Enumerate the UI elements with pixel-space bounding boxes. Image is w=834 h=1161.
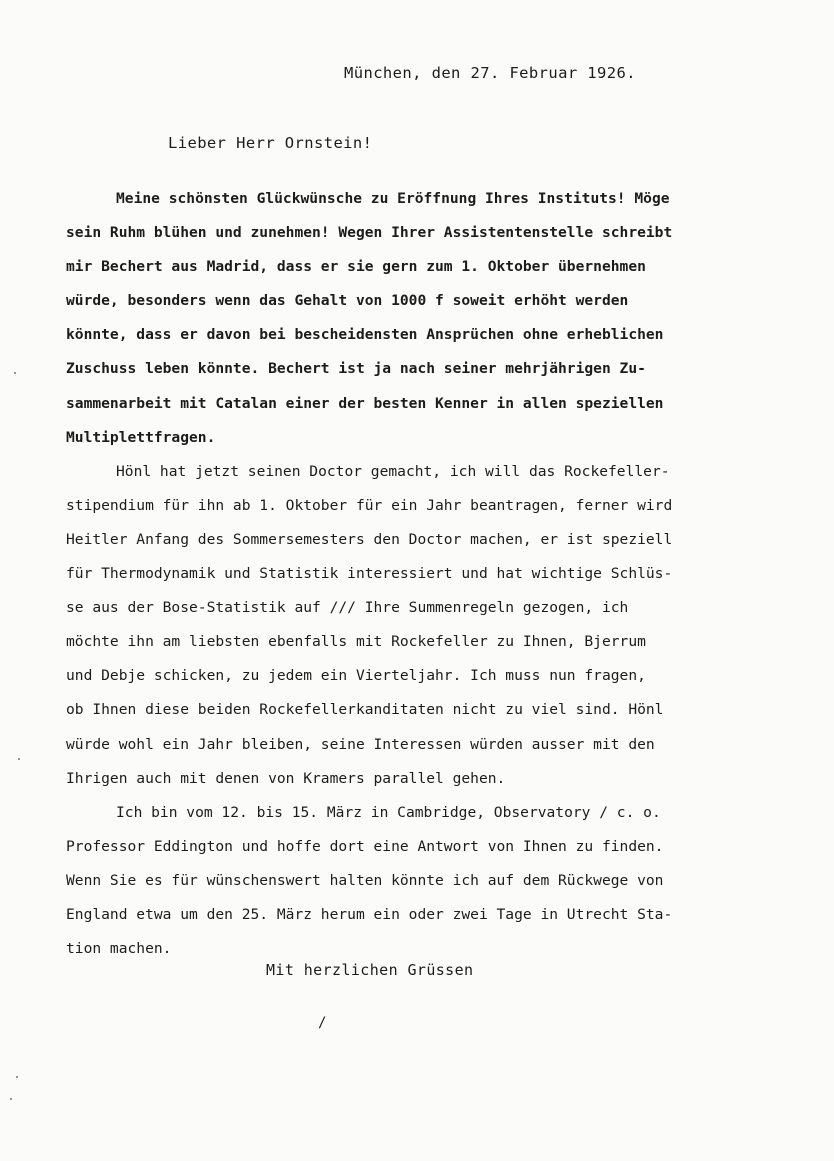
letter-line: mir Bechert aus Madrid, dass er sie gern zum 1. Oktober übernehmen (66, 258, 646, 276)
salutation: Lieber Herr Ornstein! (168, 134, 373, 152)
letter-line: England etwa um den 25. März herum ein oder zwei Tage in Utrecht Sta- (66, 905, 673, 923)
letter-line: würde, besonders wenn das Gehalt von 1000 f soweit erhöht werden (66, 292, 629, 310)
letter-line: würde wohl ein Jahr bleiben, seine Interessen würden ausser mit den (66, 735, 655, 753)
letter-date: München, den 27. Februar 1926. (344, 64, 636, 82)
signature-mark: / (318, 1015, 327, 1031)
scan-speck (10, 1098, 12, 1100)
letter-line: Hönl hat jetzt seinen Doctor gemacht, ich will das Rockefeller- (116, 462, 670, 480)
letter-line: Wenn Sie es für wünschenswert halten könnte ich auf dem Rückwege von (66, 871, 664, 889)
letter-line: und Debje schicken, zu jedem ein Vierteljahr. Ich muss nun fragen, (66, 667, 646, 685)
letter-line: möchte ihn am liebsten ebenfalls mit Rockefeller zu Ihnen, Bjerrum (66, 633, 646, 651)
letter-line: Professor Eddington und hoffe dort eine Antwort von Ihnen zu finden. (66, 837, 664, 855)
letter-line: Heitler Anfang des Sommersemesters den Doctor machen, er ist speziell (66, 530, 673, 548)
letter-line: für Thermodynamik und Statistik interessiert und hat wichtige Schlüs- (66, 565, 673, 583)
letter-line: tion machen. (66, 940, 172, 958)
scan-speck (14, 372, 16, 374)
letter-line: Ihrigen auch mit denen von Kramers parallel gehen. (66, 769, 506, 787)
letter-line: Multiplettfragen. (66, 428, 216, 446)
letter-line: Zuschuss leben könnte. Bechert ist ja nach seiner mehrjährigen Zu- (66, 360, 646, 378)
letter-line: stipendium für ihn ab 1. Oktober für ein Jahr beantragen, ferner wird (66, 496, 673, 514)
scan-speck (16, 1076, 18, 1078)
letter-line: sammenarbeit mit Catalan einer der besten Kenner in allen speziellen (66, 394, 664, 412)
letter-body (66, 182, 791, 966)
letter-line: Ich bin vom 12. bis 15. März in Cambridge, Observatory / c. o. (116, 803, 661, 821)
closing: Mit herzlichen Grüssen (266, 961, 474, 979)
letter-line: ob Ihnen diese beiden Rockefellerkanditaten nicht zu viel sind. Hönl (66, 701, 664, 719)
letter-line: se aus der Bose-Statistik auf /// Ihre Summenregeln gezogen, ich (66, 599, 629, 617)
letter-line: könnte, dass er davon bei bescheidensten Ansprüchen ohne erheblichen (66, 326, 664, 344)
scan-speck (18, 758, 20, 760)
letter-line: sein Ruhm blühen und zunehmen! Wegen Ihrer Assistentenstelle schreibt (66, 224, 673, 242)
letter-line: Meine schönsten Glückwünsche zu Eröffnung Ihres Instituts! Möge (116, 190, 670, 207)
